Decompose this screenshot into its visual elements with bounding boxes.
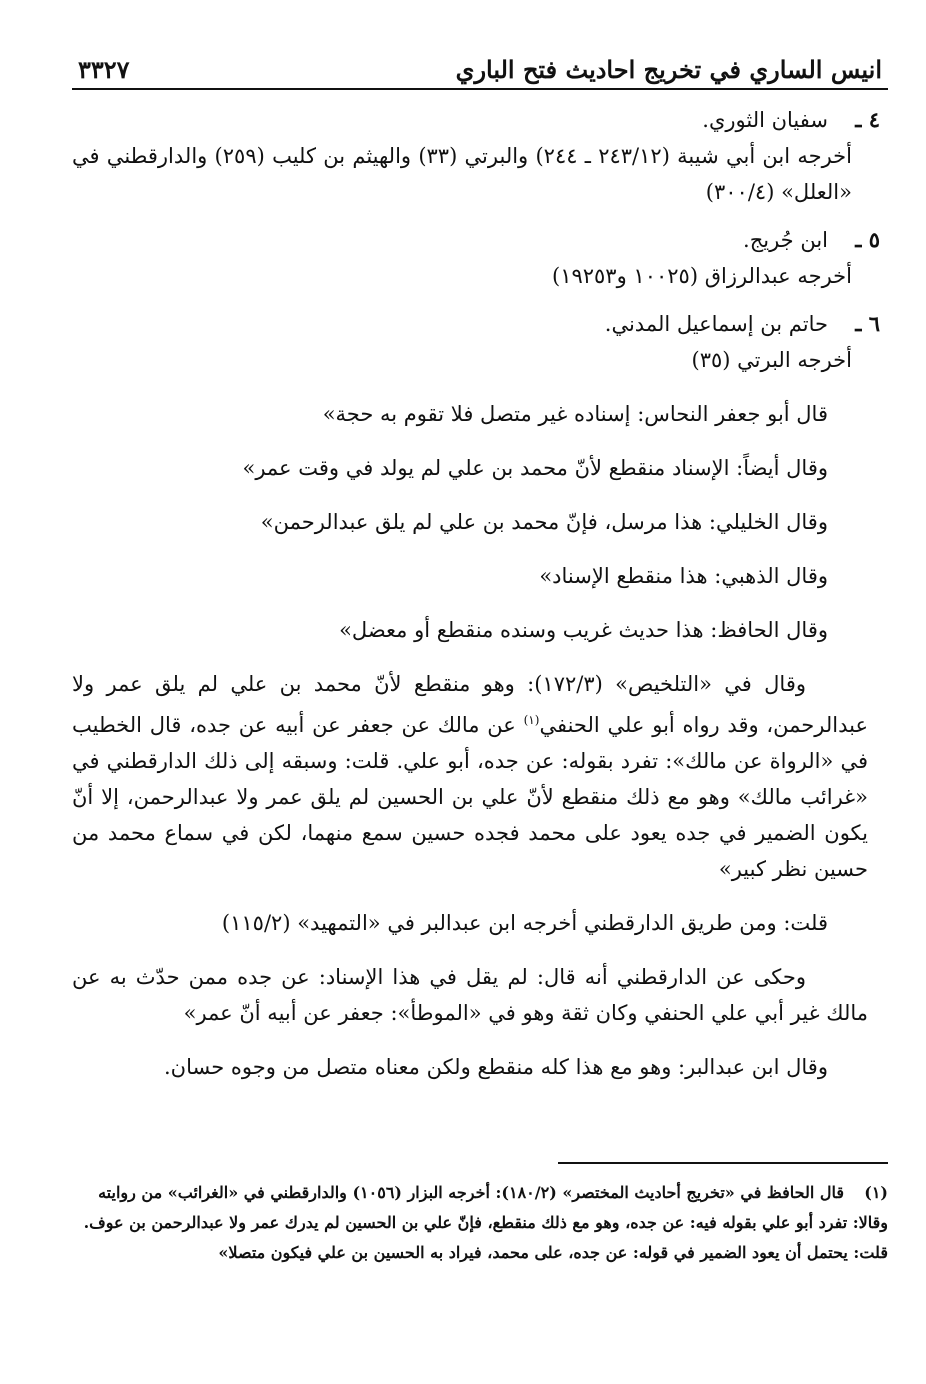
running-title: انيس الساري في تخريج احاديث فتح الباري [455,55,882,84]
citation: أخرجه ابن أبي شيبة (٢٤٣/١٢ ـ ٢٤٤) والبرتي (٣٣) والهيثم بن كليب (٢٥٩) والدارقطني في «العلل» (٣٠٠/٤) [72,144,852,204]
quote-hafiz: وقال الحافظ: هذا حديث غريب وسنده منقطع أو معضل» [339,618,828,642]
footnote-separator [558,1162,888,1164]
footnote-number: (١) [864,1183,888,1202]
main-text [72,102,888,1085]
narrator-name: ابن جُريج. [743,228,828,252]
item-number: ٥ ـ [855,227,880,252]
narrator-item [72,102,888,210]
talkhis-part1: وقال في «التلخيص» (١٧٢/٣): وهو منقطع لأنّ محمد بن علي لم يلق عمر ولا عبدالرحمن، وقد رواه أبو علي الحنفي [72,672,868,737]
narrator-name: حاتم بن إسماعيل المدني. [604,312,828,336]
quote-dhahabi: وقال الذهبي: هذا منقطع الإسناد» [539,564,828,588]
page-number: ٣٣٢٧ [78,55,130,84]
footnote-ref: (١) [523,713,540,727]
narrator-item [72,306,888,378]
footnotes [72,1178,888,1268]
item-number: ٦ ـ [855,311,880,336]
quote-nahhas: قال أبو جعفر النحاس: إسناده غير متصل فلا تقوم به حجة» [322,402,828,426]
quote-khalili: وقال الخليلي: هذا مرسل، فإنّ محمد بن علي لم يلق عبدالرحمن» [260,510,828,534]
talkhis-part2: عن مالك عن جعفر عن أبيه عن جده، قال الخطيب في «الرواة عن مالك»: تفرد بقوله: عن جده، أبو علي. قلت: وسبقه إلى ذلك الدارقطني في «غرائب مالك» وهو مع ذلك منقطع لأنّ علي بن الحسين لم يلق عمر ولا عبدالرحمن، إلا أنّ يكون الضمير في جده يعود على محمد فجده حسين سمع منهما، لكن في سماع محمد من حسين نظر كبير» [72,713,868,881]
talkhis-paragraph [72,666,888,887]
citation: أخرجه عبدالرزاق (١٠٠٢٥ و١٩٢٥٣) [551,264,852,288]
narrator-name: سفيان الثوري. [702,108,828,132]
ibn-abdulbarr-paragraph: وقال ابن عبدالبر: وهو مع هذا كله منقطع ولكن معناه متصل من وجوه حسان. [163,1055,828,1079]
footnote-text: قال الحافظ في «تخريج أحاديث المختصر» (١٨٠/٢): أخرجه البزار (١٠٥٦) والدارقطني في «الغرائب» من روايته وقالا: تفرد أبو علي بقوله فيه: عن جده، وهو مع ذلك منقطع، فإنّ علي بن الحسين لم يدرك عمر ولا عبدالرحمن بن عوف. قلت: يحتمل أن يعود الضمير في قوله: عن جده، على محمد، فيراد به الحسين بن علي فيكون متصلا» [83,1183,888,1262]
narrator-item [72,222,888,294]
page-header [72,38,888,90]
page [72,38,888,1344]
qult-paragraph: قلت: ومن طريق الدارقطني أخرجه ابن عبدالبر في «التمهيد» (١١٥/٢) [221,911,828,935]
item-number: ٤ ـ [855,107,880,132]
quote-aydan: وقال أيضاً: الإسناد منقطع لأنّ محمد بن علي لم يولد في وقت عمر» [242,456,828,480]
citation: أخرجه البرتي (٣٥) [691,348,852,372]
hikaya-paragraph: وحكى عن الدارقطني أنه قال: لم يقل في هذا الإسناد: عن جده ممن حدّث به عن مالك غير أبي علي الحنفي وكان ثقة وهو في «الموطأ»: جعفر عن أبيه أنّ عمر» [72,965,868,1025]
